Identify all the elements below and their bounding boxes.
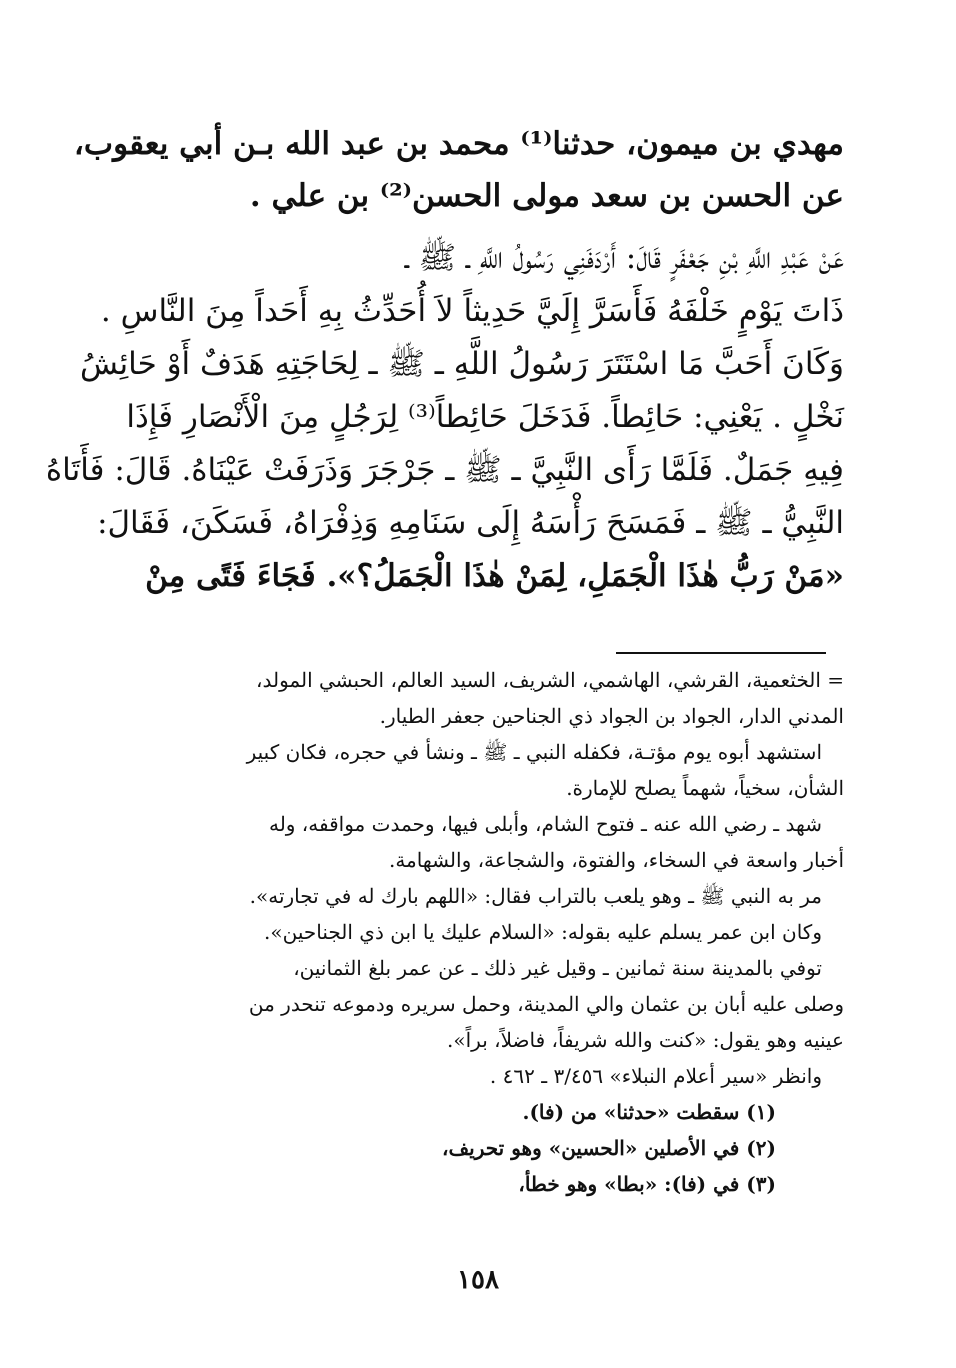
biography-line: مر به النبي ﷺ ـ وهو يلعب بالتراب فقال: «اللهم بارك له في تجارته». <box>249 884 822 908</box>
biography-line: عينيه وهو يقول: «كنت والله شريفاً، فاضلاً، براً». <box>447 1028 844 1052</box>
biography-line: وكان ابن عمر يسلم عليه بقوله: «السلام عليك يا ابن ذي الجناحين». <box>264 920 822 944</box>
footnote-item: (٣) في (فا): «بطا» وهو خطأ، <box>518 1172 776 1196</box>
hadith-line: نَخْلٍ . يَعْنِي: حَائِطاً. فَدَخَلَ حَائِطاً⁽³⁾ لِرَجُلٍ مِنَ الْأَنْصَارِ فَإِذَا <box>126 399 844 435</box>
isnad-line: عن الحسن بن سعد مولى الحسن⁽²⁾ بن علي . <box>249 178 844 214</box>
footnote-item: (٢) في الأصلين «الحسين» وهو تحريف، <box>442 1136 776 1160</box>
hadith-line: وَكَانَ أَحَبَّ مَا اسْتَتَرَ رَسُولُ اللَّهِ ـ ﷺ ـ لِحَاجَتِهِ هَدَفٌ أَوْ حَائِشُ <box>79 346 844 382</box>
isnad-line: مهدي بن ميمون، حدثنا⁽¹⁾ محمد بن عبد الله بـن أبي يعقوب، <box>73 126 844 162</box>
biography-line: أخبار واسعة في السخاء، والفتوة، والشجاعة، والشهامة. <box>388 848 844 872</box>
biography-line: الشأن، سخياً، شهماً يصلح للإمارة. <box>566 776 844 800</box>
footnote-item: (١) سقطت «حدثنا» من (فا). <box>522 1100 776 1124</box>
hadith-line: «مَنْ رَبُّ هٰذَا الْجَمَلِ، لِمَنْ هٰذَا الْجَمَلُ؟». فَجَاءَ فَتًى مِنْ <box>145 558 844 594</box>
biography-line: وصلى عليه أبان بن عثمان والي المدينة، وحمل سريره ودموعه تنحدر من <box>248 992 844 1016</box>
biography-line: شهد ـ رضي الله عنه ـ فتوح الشام، وأبلى فيها، وحمدت مواقفه، وله <box>268 812 822 836</box>
biography-line: المدني الدار، الجواد بن الجواد ذي الجناحين جعفر الطيار. <box>379 704 844 728</box>
footnote-separator <box>616 652 826 654</box>
hadith-line: فِيهِ جَمَلٌ. فَلَمَّا رَأَى النَّبِيَّ ـ ﷺ ـ جَرْجَرَ وَذَرَفَتْ عَيْنَاهُ. قَالَ: فَأَتَاهُ <box>45 452 844 488</box>
isnad-chain <box>73 118 844 222</box>
hadith-line: النَّبِيُّ ـ ﷺ ـ فَمَسَحَ رَأْسَهُ إِلَى سَنَامِهِ وَذِفْرَاهُ، فَسَكَنَ، فَقَالَ: <box>97 505 844 541</box>
hadith-line: ذَاتَ يَوْمٍ خَلْفَهُ فَأَسَرَّ إِلَيَّ حَدِيثاً لاَ أُحَدِّثُ بِهِ أَحَداً مِنَ النَّاسِ . <box>100 293 844 329</box>
page-number: ١٥٨ <box>457 1265 499 1295</box>
hadith-text <box>45 232 844 603</box>
hadith-line: عَنْ عَبْدِ اللَّهِ بْنِ جَعْفَرٍ قَالَ: أَرْدَفَنِي رَسُولُ اللَّهِ ـ ﷺ ـ <box>404 240 844 276</box>
biography-line: توفي بالمدينة سنة ثمانين ـ وقيل غير ذلك ـ عن عمر بلغ الثمانين، <box>293 956 822 980</box>
footnotes-section <box>128 662 844 1202</box>
biography-line: = الخثعمية، القرشي، الهاشمي، الشريف، السيد العالم، الحبشي المولد، <box>256 668 844 692</box>
biography-line: استشهد أبوه يوم مؤتـة، فكفله النبي ـ ﷺ ـ ونشأ في حجره، فكان كبير <box>246 740 822 764</box>
biography-line: وانظر «سير أعلام النبلاء» ٣/٤٥٦ ـ ٤٦٢ . <box>489 1064 822 1088</box>
